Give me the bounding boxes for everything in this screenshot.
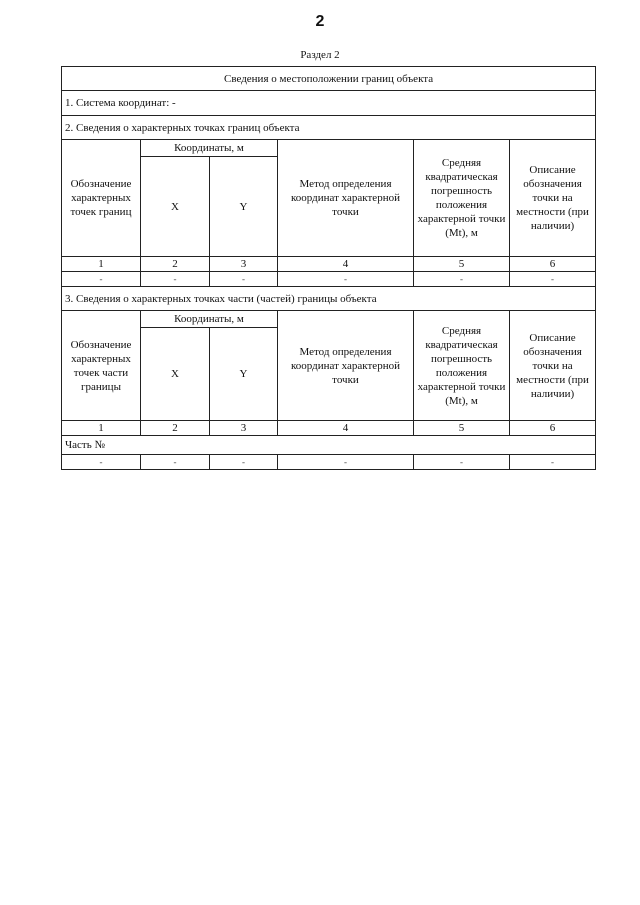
column-number: 3: [210, 257, 278, 272]
table-cell: -: [62, 272, 141, 287]
header-designation: Обозначение характерных точек границ: [62, 140, 141, 257]
table-cell: -: [210, 455, 278, 470]
header-coordinates: Координаты, м: [141, 311, 278, 328]
column-number: 4: [278, 257, 414, 272]
header-description: Описание обозначения точки на местности (при наличии): [510, 140, 596, 257]
table-cell: -: [141, 272, 210, 287]
header-method: Метод определения координат характерной точки: [278, 140, 414, 257]
coordinate-system: 1. Система координат: -: [62, 91, 596, 116]
page-number: 2: [315, 13, 325, 30]
column-number: 4: [278, 421, 414, 436]
header-x: X: [141, 328, 210, 421]
column-numbers-row: [62, 421, 596, 436]
table-cell: -: [210, 272, 278, 287]
header-designation: Обозначение характерных точек части границы: [62, 311, 141, 421]
section1-title: 2. Сведения о характерных точках границ объекта: [62, 116, 596, 140]
header-error: Средняя квадратическая погрешность положения характерной точки (Mt), м: [414, 140, 510, 257]
section2-title: 3. Сведения о характерных точках части (частей) границы объекта: [62, 287, 596, 311]
boundary-table: [61, 66, 596, 470]
header-x: X: [141, 157, 210, 257]
table-cell: -: [278, 455, 414, 470]
header-error: Средняя квадратическая погрешность положения характерной точки (Mt), м: [414, 311, 510, 421]
table-row: [62, 272, 596, 287]
column-numbers-row: [62, 257, 596, 272]
column-number: 2: [141, 421, 210, 436]
header-y: Y: [210, 157, 278, 257]
column-number: 3: [210, 421, 278, 436]
column-number: 1: [62, 257, 141, 272]
table-cell: -: [414, 272, 510, 287]
column-number: 5: [414, 421, 510, 436]
table-title: Сведения о местоположении границ объекта: [62, 67, 596, 91]
header-y: Y: [210, 328, 278, 421]
column-number: 6: [510, 421, 596, 436]
table-row: [62, 455, 596, 470]
part-label: Часть №: [62, 436, 596, 455]
table-cell: -: [62, 455, 141, 470]
header-coordinates: Координаты, м: [141, 140, 278, 157]
header-method: Метод определения координат характерной точки: [278, 311, 414, 421]
column-number: 2: [141, 257, 210, 272]
table-cell: -: [414, 455, 510, 470]
table-cell: -: [510, 272, 596, 287]
column-number: 1: [62, 421, 141, 436]
section-label: Раздел 2: [300, 49, 340, 61]
table-cell: -: [510, 455, 596, 470]
table-cell: -: [278, 272, 414, 287]
column-number: 5: [414, 257, 510, 272]
column-number: 6: [510, 257, 596, 272]
header-description: Описание обозначения точки на местности (при наличии): [510, 311, 596, 421]
table-cell: -: [141, 455, 210, 470]
